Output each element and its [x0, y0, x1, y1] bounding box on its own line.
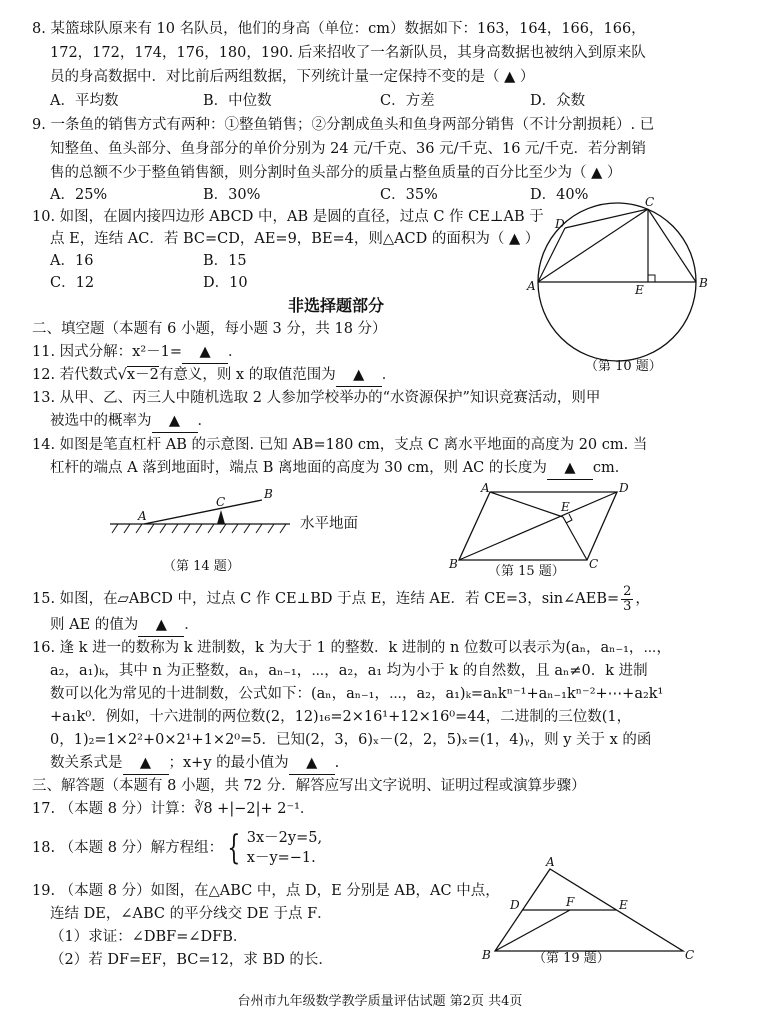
q16-line-4: +a₁k⁰．例如，十六进制的两位数(2，12)₁₆=2×16¹+12×16⁰=44，二进制的三位数(1， [50, 709, 632, 725]
q10-line-2: 点 E，连结 AC．若 BC=CD，AE=9，BE=4，则△ACD 的面积为（ ▲ ） [50, 231, 540, 247]
q10-label-a: A [527, 279, 536, 293]
q9-option-c: C．35% [380, 187, 438, 203]
q9-option-d: D．40% [530, 187, 589, 203]
q12-middle: 有意义，则 x 的取值范围为 [158, 367, 336, 383]
q15-fraction-numerator: 2 [623, 583, 632, 599]
q12-radicand: x－2 [126, 367, 159, 383]
q12-suffix: ． [381, 367, 397, 383]
q19-label-d: D [510, 898, 520, 912]
q19-label-b: B [482, 948, 491, 962]
q10-option-b: B．15 [203, 253, 247, 269]
q13-prefix: 被选中的概率为 [50, 413, 152, 429]
q14-caption: （第 14 题） [163, 559, 240, 574]
q19-line-1: 19. （本题 8 分）如图，在△ABC 中，点 D，E 分别是 AB，AC 中点， [32, 883, 500, 899]
q19-line-4: （2）若 DF=EF，BC=12，求 BD 的长． [50, 952, 333, 968]
q10-segment-dc [565, 209, 648, 228]
q14-line-1: 14. 如图是笔直杠杆 AB 的示意图. 已知 AB=180 cm，支点 C 离水平地面的高度为 20 cm. 当 [32, 437, 648, 453]
q10-segment-cb [648, 209, 696, 282]
q15-prefix: 15. 如图，在▱ABCD 中，过点 C 作 CE⊥BD 于点 E，连结 AE．若 CE=3，sin∠AEB= [32, 591, 620, 607]
q9-line-3: 售的总额不少于整鱼销售额，则分割时鱼头部分的质量占整鱼质量的百分比至少为（ ▲ ） [50, 165, 622, 181]
q14-answer-blank: ▲ [547, 457, 593, 480]
q8-option-c: C．方差 [380, 93, 435, 109]
q18-equation-2: x－y=−1. [246, 850, 316, 866]
q19-bisector-bf [495, 910, 570, 951]
q12-prefix: 12. 若代数式 [32, 367, 118, 383]
q16-line-2: a₂，a₁)ₖ，其中 n 为正整数，aₙ，aₙ₋₁，⋯，a₂，a₁ 均为小于 k 的自然数，且 aₙ≠0．k 进制 [50, 663, 648, 679]
q19-line-2: 连结 DE，∠ABC 的平分线交 DE 于点 F． [50, 906, 332, 922]
q19-caption: （第 19 题） [533, 951, 610, 966]
q14-suffix: cm． [592, 460, 630, 476]
q19-line-3: （1）求证：∠DBF=∠DFB． [50, 929, 248, 945]
q18 [32, 826, 322, 870]
q16-line-5: 0，1)₂=1×2²+0×2¹+1×2⁰=5．已知(2，3，6)ₓ－(2，2，5)ₓ=(1，4)ᵧ，则 y 关于 x 的函 [50, 732, 652, 748]
q9-line-1: 9. 一条鱼的销售方式有两种：①整鱼销售；②分割成鱼头和鱼身两部分销售（不计分割损耗）. 已 [32, 117, 655, 133]
q10-caption: （第 10 题） [585, 359, 662, 374]
q18-brace: { [227, 828, 241, 868]
q15-segment-ae [490, 492, 563, 517]
q12-answer-blank: ▲ [336, 364, 382, 387]
q15-label-c: C [589, 557, 599, 571]
q8-option-a: A．平均数 [50, 93, 119, 109]
q9-option-a: A．25% [50, 187, 108, 203]
q15-label-e: E [561, 500, 570, 514]
q10-right-angle-mark [648, 275, 655, 282]
q8-line-2: 172，172，174，176，180，190. 后来招收了一名新队员，其身高数据也被纳入到原来队 [50, 45, 646, 61]
q19-label-c: C [685, 948, 695, 962]
q14-figure [110, 488, 310, 538]
q8-option-d: D．众数 [530, 93, 586, 109]
q13-line-2 [50, 410, 212, 433]
section-title: 非选择题部分 [288, 296, 385, 315]
q14-ground-hatching [112, 524, 286, 533]
q16-answer-blank-2: ▲ [289, 752, 335, 775]
q11 [32, 341, 243, 364]
q9-line-2: 知整鱼、鱼头部分、鱼身部分的单价分别为 24 元/千克、36 元/千克、16 元/千克．若分割销 [50, 141, 646, 157]
q15-caption: （第 15 题） [488, 564, 565, 579]
q16-line-6 [50, 752, 339, 775]
q11-answer-blank: ▲ [182, 341, 228, 364]
q15-fraction-denominator: 3 [623, 598, 632, 614]
q14-label-c: C [216, 495, 226, 509]
q14-line-2 [50, 457, 629, 480]
q18-prefix: 18. （本题 8 分）解方程组： [32, 840, 224, 856]
q15-answer-blank: ▲ [138, 614, 184, 637]
q15-suffix-2: ． [184, 617, 199, 633]
q13-answer-blank: ▲ [152, 410, 198, 433]
q8-line-3: 员的身高数据中．对比前后两组数据，下列统计量一定保持不变的是（ ▲ ） [50, 69, 535, 85]
q14-ground-label: 水平地面 [300, 516, 358, 532]
q15-right-angle-mark [566, 514, 572, 523]
q10-label-d: D [555, 217, 565, 231]
q12-sqrt-symbol: √ [117, 367, 127, 383]
q16-last-suffix: . [334, 755, 340, 771]
q16-line-1: 16. 逢 k 进一的数称为 k 进制数，k 为大于 1 的整数．k 进制的 n 位数可以表示为(aₙ，aₙ₋₁，⋯， [32, 640, 671, 656]
q15-fraction [621, 585, 633, 614]
q10-segment-ad [538, 228, 565, 282]
q14-lever-ab [144, 500, 262, 524]
q9-option-b: B．30% [203, 187, 261, 203]
q18-equation-1: 3x－2y=5, [246, 830, 323, 846]
q15-diagonal-bd [459, 492, 617, 560]
q16-line-3: 数可以化为常见的十进制数，公式如下：(aₙ，aₙ₋₁，⋯，a₂，a₁)ₖ=aₙkⁿ⁻¹+aₙ₋₁kⁿ⁻²+⋯+a₂k¹ [50, 686, 664, 702]
q19-label-f: F [566, 895, 575, 909]
q15-label-b: B [449, 557, 458, 571]
q15-prefix-2: 则 AE 的值为 [50, 617, 139, 633]
q11-prefix: 11. 因式分解：x²－1= [32, 344, 183, 360]
q16-last-middle: ；x+y 的最小值为 [168, 755, 289, 771]
part3-header: 三、解答题（本题有 8 小题，共 72 分．解答应写出文字说明、证明过程或演算步骤） [32, 778, 586, 794]
q16-answer-blank-1: ▲ [123, 752, 169, 775]
q10-label-e: E [635, 283, 644, 297]
page-footer: 台州市九年级数学教学质量评估试题 第2页 共4页 [237, 994, 523, 1009]
q14-label-b: B [264, 487, 273, 501]
q15-figure [445, 482, 645, 572]
q10-label-c: C [645, 195, 655, 209]
q15-line-2 [50, 614, 199, 637]
q14-prefix: 杠杆的端点 A 落到地面时，端点 B 离地面的高度为 30 cm，则 AC 的长度为 [50, 460, 547, 476]
q13-suffix: ． [197, 413, 212, 429]
q16-last-prefix: 数关系式是 [50, 755, 123, 771]
q14-label-a: A [138, 509, 147, 523]
q15-line-1 [32, 584, 650, 614]
q8-line-1: 8. 某篮球队原来有 10 名队员，他们的身高（单位：cm）数据如下：163，164，166，166， [32, 21, 646, 37]
q15-label-d: D [619, 481, 629, 495]
q19-label-e: E [619, 898, 628, 912]
q12 [32, 364, 396, 387]
q15-suffix: ， [635, 591, 650, 607]
q10-line-1: 10. 如图，在圆内接四边形 ABCD 中，AB 是圆的直径，过点 C 作 CE⊥AB 于 [32, 209, 544, 225]
q15-segment-ce [563, 517, 587, 560]
q10-label-b: B [699, 276, 708, 290]
q14-fulcrum [217, 510, 225, 524]
q13-line-1: 13. 从甲、乙、丙三人中随机选取 2 人参加学校举办的“水资源保护”知识竞赛活动，则甲 [32, 390, 601, 406]
q18-system [247, 828, 322, 868]
q15-label-a: A [481, 481, 490, 495]
q10-option-c: C．12 [50, 275, 95, 291]
part2-header: 二、填空题（本题有 6 小题，每小题 3 分，共 18 分） [32, 321, 387, 337]
q19-label-a: A [546, 855, 555, 869]
q10-option-a: A．16 [50, 253, 94, 269]
q17: 17. （本题 8 分）计算：∛8 +|−2|+ 2⁻¹． [32, 801, 315, 817]
q11-suffix: ． [228, 344, 243, 360]
q8-option-b: B．中位数 [203, 93, 272, 109]
q10-option-d: D．10 [203, 275, 248, 291]
